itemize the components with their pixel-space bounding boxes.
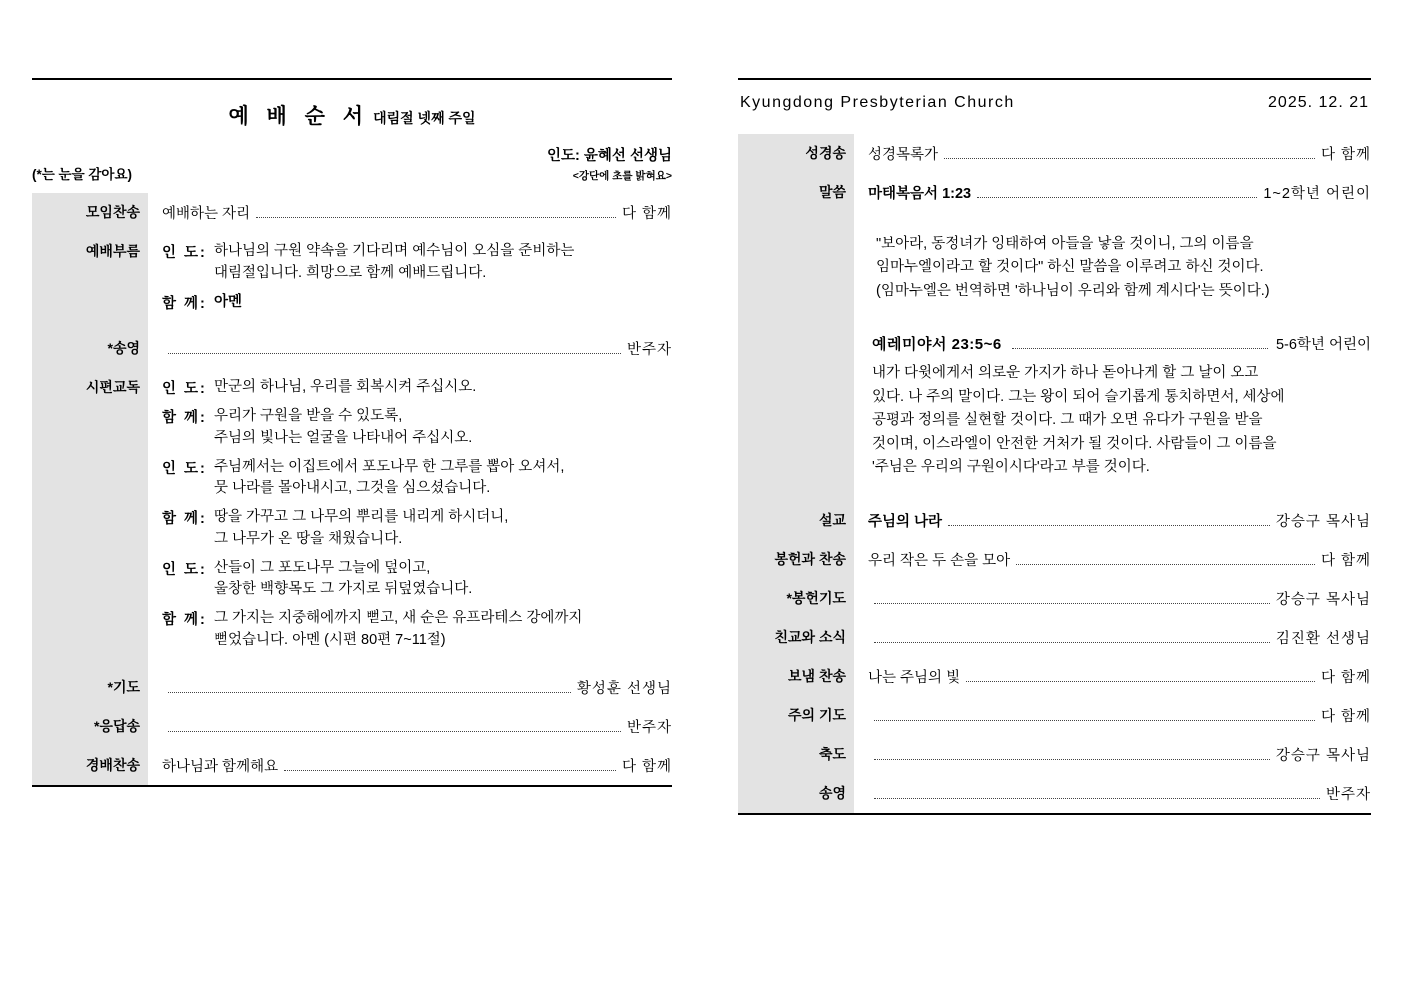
dialogue-line	[162, 241, 672, 285]
order-item-who: 강승구 목사님	[1275, 747, 1371, 764]
order-row-body	[148, 232, 672, 329]
order-row-body	[148, 668, 672, 707]
dialogue-role: 함 께:	[162, 295, 207, 312]
dialogue-role: 인 도:	[162, 381, 207, 398]
dialogue-line	[162, 608, 672, 652]
order-row-label: 봉헌과 찬송	[738, 540, 854, 579]
order-row	[32, 368, 672, 667]
dialogue-line	[162, 507, 672, 551]
scripture-text: 내가 다윗에게서 의로운 가지가 하나 돋아나게 할 그 날이 오고 있다. 나 주의 말이다. 그는 왕이 되어 슬기롭게 통치하면서, 세상에 공평과 정의를 실현할 것이다. 그 때가 오면 유다가 구원을 받을 것이며, 이스라엘이 안전한 거처가 될 것이다. 사람들이 그 이름을 '주님은 우리의 구원이시다'라고 부를 것이다.	[872, 365, 1285, 476]
order-row-label: 경배찬송	[32, 746, 148, 785]
dialogue-line	[162, 558, 672, 602]
order-row-label: 설교	[738, 501, 854, 540]
dialogue-text: 그 가지는 지중해에까지 뻗고, 새 순은 유프라테스 강에까지 뻗었습니다. 아멘 (시편 80편 7~11절)	[214, 610, 583, 648]
order-item-who: 다 함께	[1320, 669, 1371, 686]
order-row	[738, 696, 1371, 735]
order-item-who: 1~2학년 어린이	[1263, 186, 1371, 202]
order-row-body	[854, 134, 1371, 173]
left-order-table	[32, 193, 672, 785]
order-row	[32, 668, 672, 707]
dialogue-text: 주님께서는 이집트에서 포도나무 한 그루를 뽑아 오셔서, 뭇 나라를 몰아내시고, 그것을 심으셨습니다.	[214, 458, 565, 497]
order-item-who: 강승구 목사님	[1275, 591, 1371, 608]
order-item-name: 우리 작은 두 손을 모아	[868, 552, 1011, 569]
dot-leader	[944, 157, 1315, 159]
order-item-who: 다 함께	[1320, 708, 1371, 725]
order-row-body	[854, 322, 1371, 500]
order-row-body	[148, 368, 672, 667]
order-item-who: 반주자	[626, 719, 672, 736]
order-row-label	[738, 212, 854, 322]
order-row-label: 시편교독	[32, 368, 148, 667]
scripture-reference: 예레미야서 23:5~6	[872, 336, 1002, 354]
order-row-label: 말씀	[738, 173, 854, 212]
dot-leader	[168, 730, 621, 732]
order-row-label: *기도	[32, 668, 148, 707]
right-column	[738, 78, 1371, 815]
order-item-who: 다 함께	[621, 758, 672, 775]
page-title: 예 배 순 서	[228, 105, 370, 128]
right-order-table	[738, 134, 1371, 813]
dot-leader	[977, 196, 1257, 198]
order-row-body	[854, 696, 1371, 735]
order-row-body	[854, 212, 1371, 322]
order-item-who: 다 함께	[621, 206, 672, 222]
order-row-label: 모임찬송	[32, 193, 148, 232]
order-item-name: 주님의 나라	[868, 513, 943, 530]
dialogue-role: 함 께:	[162, 410, 207, 426]
order-row-body	[854, 173, 1371, 212]
order-row-label: 축도	[738, 735, 854, 774]
scripture-quote: "보아라, 동정녀가 잉태하여 아들을 낳을 것이니, 그의 이름을 임마누엘이라고 할 것이다" 하신 말씀을 이루려고 하신 것이다. (임마누엘은 번역하면 '하나님이 우리와 함께 계시다'는 뜻이다.)	[876, 236, 1270, 299]
eyes-closed-note: (*는 눈을 감아요)	[32, 167, 132, 182]
leader-block	[547, 144, 672, 183]
dot-leader	[874, 719, 1315, 721]
order-row-body	[854, 657, 1371, 696]
dot-leader	[874, 602, 1270, 604]
dialogue-line	[162, 457, 672, 501]
order-row-label: 주의 기도	[738, 696, 854, 735]
order-row	[738, 212, 1371, 322]
order-row	[738, 134, 1371, 173]
order-row	[32, 746, 672, 785]
order-item-who: 다 함께	[1320, 552, 1371, 569]
order-row-body	[854, 540, 1371, 579]
dot-leader	[284, 769, 616, 771]
dot-leader	[168, 352, 621, 354]
order-item-who: 강승구 목사님	[1275, 513, 1371, 530]
order-row-label: 송영	[738, 774, 854, 813]
order-row-body	[854, 774, 1371, 813]
order-row-label: *송영	[32, 329, 148, 368]
order-row	[738, 774, 1371, 813]
page-subtitle: 대림절 넷째 주일	[373, 110, 476, 126]
dot-leader	[874, 641, 1270, 643]
order-row-label: *응답송	[32, 707, 148, 746]
order-row-body	[148, 707, 672, 746]
order-row-label: 성경송	[738, 134, 854, 173]
dialogue-text: 산들이 그 포도나무 그늘에 덮이고, 울창한 백향목도 그 가지로 뒤덮였습니다.	[214, 559, 473, 598]
order-row-body	[148, 329, 672, 368]
dialogue-role: 인 도:	[162, 561, 207, 578]
order-row-label: 보냄 찬송	[738, 657, 854, 696]
dot-leader	[168, 691, 571, 693]
order-row	[32, 232, 672, 329]
order-row	[738, 579, 1371, 618]
dot-leader	[874, 758, 1270, 760]
dialogue-role: 인 도:	[162, 460, 207, 477]
order-row	[32, 707, 672, 746]
dot-leader	[874, 797, 1320, 799]
dialogue-text: 우리가 구원을 받을 수 있도록, 주님의 빛나는 얼굴을 나타내어 주십시오.	[214, 408, 473, 446]
dot-leader	[1012, 347, 1268, 349]
order-row-label	[738, 322, 854, 500]
dialogue-text: 하나님의 구원 약속을 기다리며 예수님이 오심을 준비하는 대림절입니다. 희망으로 함께 예배드립니다.	[214, 243, 575, 281]
order-row-body	[148, 193, 672, 232]
order-row	[32, 329, 672, 368]
order-row	[32, 193, 672, 232]
order-row	[738, 657, 1371, 696]
order-item-name: 마태복음서 1:23	[868, 186, 972, 202]
order-row-body	[854, 735, 1371, 774]
order-row	[738, 501, 1371, 540]
worship-order-title-row	[32, 80, 672, 130]
left-bottom-rule	[32, 785, 672, 787]
scripture-reading	[868, 331, 1371, 491]
order-item-who: 김진환 선생님	[1275, 630, 1371, 647]
dot-leader	[966, 680, 1315, 682]
order-row-label: *봉헌기도	[738, 579, 854, 618]
order-item-name: 예배하는 자리	[162, 206, 251, 222]
right-header	[738, 80, 1371, 128]
order-item-who: 황성훈 선생님	[576, 680, 672, 697]
dialogue-role: 함 께:	[162, 511, 207, 527]
dialogue-line	[162, 406, 672, 450]
order-item-name: 나는 주님의 빛	[868, 669, 961, 686]
order-row	[738, 735, 1371, 774]
order-row	[738, 322, 1371, 500]
order-item-who: 반주자	[1325, 786, 1371, 803]
order-row-label: 예배부름	[32, 232, 148, 329]
order-row-body	[854, 501, 1371, 540]
bulletin-date: 2025. 12. 21	[1268, 94, 1369, 111]
candle-note: <강단에 초를 밝혀요>	[572, 170, 672, 182]
order-row	[738, 618, 1371, 657]
byline-row	[32, 144, 672, 187]
dialogue-line	[162, 377, 672, 399]
right-bottom-rule	[738, 813, 1371, 815]
order-row-body	[854, 579, 1371, 618]
order-row	[738, 173, 1371, 212]
dialogue-text: 아멘	[214, 293, 243, 310]
order-item-who: 반주자	[626, 342, 672, 359]
leader-name: 인도: 윤혜선 선생님	[547, 148, 672, 164]
dialogue-text: 만군의 하나님, 우리를 회복시켜 주십시오.	[214, 379, 477, 396]
order-item-who: 다 함께	[1320, 147, 1371, 163]
order-item-name: 하나님과 함께해요	[162, 758, 279, 775]
order-row-body	[854, 618, 1371, 657]
left-column	[32, 78, 672, 787]
dialogue-text: 땅을 가꾸고 그 나무의 뿌리를 내리게 하시더니, 그 나무가 온 땅을 채웠습니다.	[214, 509, 509, 547]
order-row	[738, 540, 1371, 579]
order-row-body	[148, 746, 672, 785]
dialogue-role: 인 도:	[162, 245, 207, 261]
order-item-name: 성경목록가	[868, 147, 939, 163]
dialogue-line	[162, 292, 672, 314]
dot-leader	[256, 216, 616, 218]
dot-leader	[948, 524, 1270, 526]
scripture-reader: 5-6학년 어린이	[1275, 337, 1371, 354]
order-row-label: 친교와 소식	[738, 618, 854, 657]
dot-leader	[1016, 563, 1315, 565]
church-name: Kyungdong Presbyterian Church	[740, 94, 1015, 111]
dialogue-role: 함 께:	[162, 612, 207, 628]
